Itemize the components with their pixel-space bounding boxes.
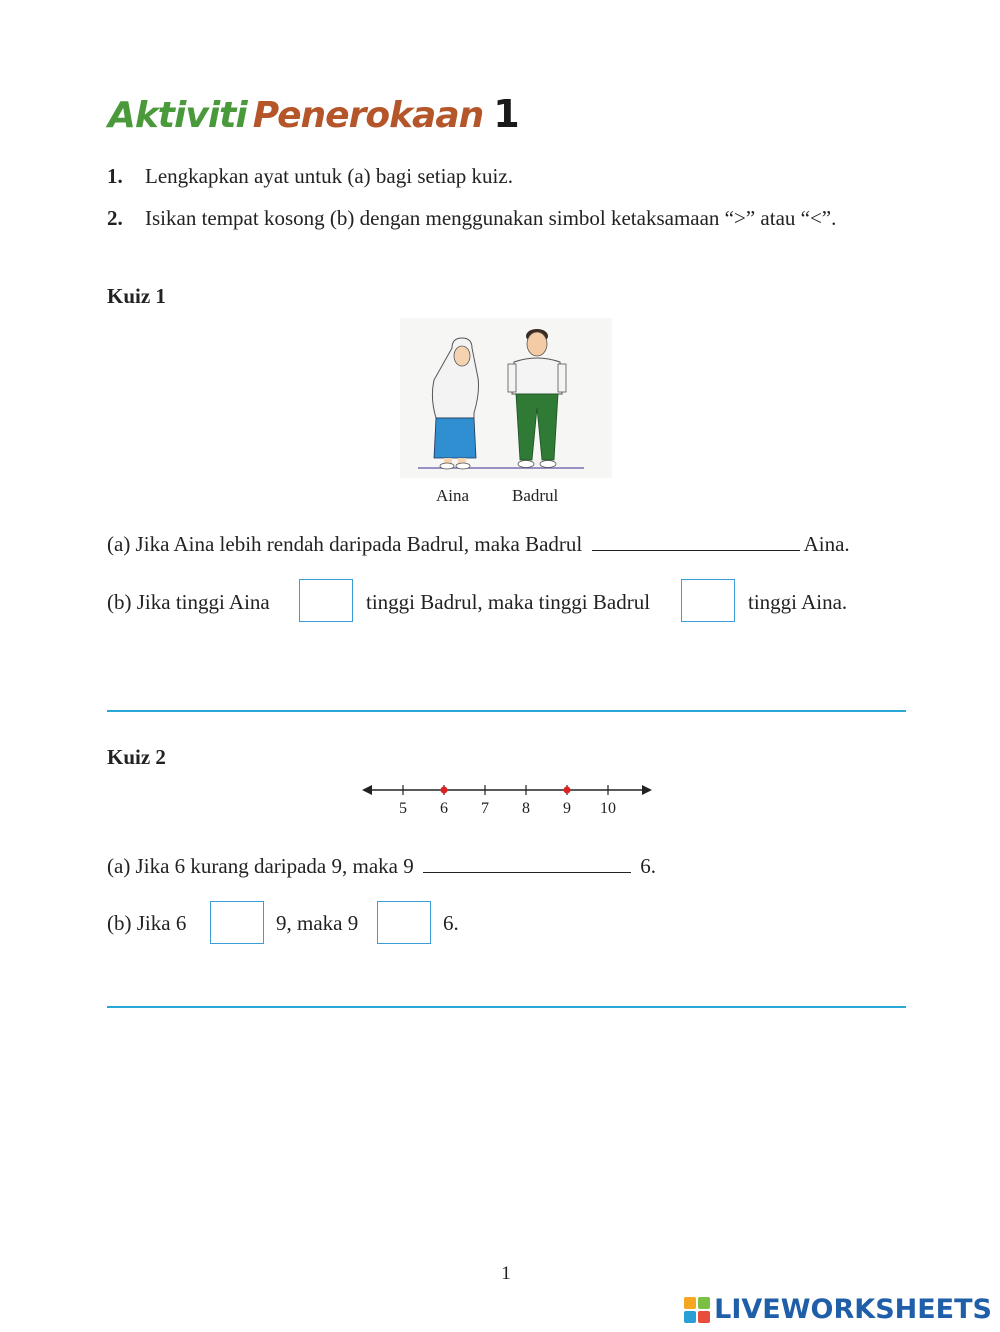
number-line — [358, 776, 658, 820]
kuiz2-b-answer-box-2[interactable] — [377, 901, 431, 944]
liveworksheets-brand[interactable] — [684, 1294, 992, 1325]
liveworksheets-logo-icon — [684, 1297, 710, 1323]
kuiz1-heading: Kuiz 1 — [107, 284, 166, 308]
kuiz1-b-answer-box-1[interactable] — [299, 579, 353, 622]
page-title — [108, 92, 519, 136]
number-line-label: 7 — [481, 800, 489, 817]
arrow-right-icon — [642, 785, 652, 795]
caption-aina: Aina — [436, 486, 470, 505]
kuiz1-b-text-3: tinggi Aina. — [748, 590, 848, 614]
kuiz2-b-text-3: 6. — [443, 911, 459, 935]
title-word-penerokaan: Penerokaan — [252, 95, 484, 136]
page-number: 1 — [501, 1263, 511, 1284]
number-line-marker — [441, 787, 448, 794]
kuiz1-b-text-1: (b) Jika tinggi Aina — [107, 590, 270, 614]
kuiz2-b-text-1: (b) Jika 6 — [107, 911, 187, 935]
kuiz1-b-answer-box-2[interactable] — [681, 579, 735, 622]
instruction-text: Lengkapkan ayat untuk (a) bagi setiap kuiz. — [145, 164, 513, 188]
number-line-label: 9 — [563, 800, 571, 817]
height-comparison-illustration — [400, 318, 612, 478]
question-a-suffix: 6. — [640, 854, 656, 878]
title-number: 1 — [493, 92, 519, 136]
kuiz2-b-answer-box-1[interactable] — [210, 901, 264, 944]
question-a-suffix: Aina. — [803, 532, 850, 556]
instruction-2 — [107, 206, 836, 231]
kuiz2-b-text-2: 9, maka 9 — [276, 911, 359, 935]
title-word-aktiviti: Aktiviti — [108, 95, 247, 136]
instruction-number: 2. — [107, 206, 123, 230]
kuiz2-question-a — [107, 852, 656, 879]
brand-name: LIVEWORKSHEETS — [714, 1294, 992, 1325]
question-a-prefix: (a) Jika 6 kurang daripada 9, maka 9 — [107, 854, 414, 878]
arrow-left-icon — [362, 785, 372, 795]
question-a-prefix: (a) Jika Aina lebih rendah daripada Badrul, maka Badrul — [107, 532, 583, 556]
number-line-label: 8 — [522, 800, 530, 817]
kuiz1-a-answer-blank[interactable] — [592, 530, 800, 551]
instruction-1 — [107, 164, 513, 189]
section-divider — [107, 710, 906, 712]
kuiz1-question-a — [107, 530, 850, 557]
instruction-number: 1. — [107, 164, 123, 188]
instruction-text: Isikan tempat kosong (b) dengan menggunakan simbol ketaksamaan “>” atau “<”. — [145, 206, 837, 230]
number-line-label: 10 — [600, 800, 616, 817]
kuiz2-heading: Kuiz 2 — [107, 745, 166, 769]
number-line-label: 5 — [399, 800, 407, 817]
section-divider-2 — [107, 1006, 906, 1008]
number-line-marker — [564, 787, 571, 794]
kuiz2-a-answer-blank[interactable] — [423, 852, 631, 873]
caption-badrul: Badrul — [512, 486, 559, 505]
number-line-label: 6 — [440, 800, 448, 817]
kuiz1-b-text-2: tinggi Badrul, maka tinggi Badrul — [366, 590, 651, 614]
